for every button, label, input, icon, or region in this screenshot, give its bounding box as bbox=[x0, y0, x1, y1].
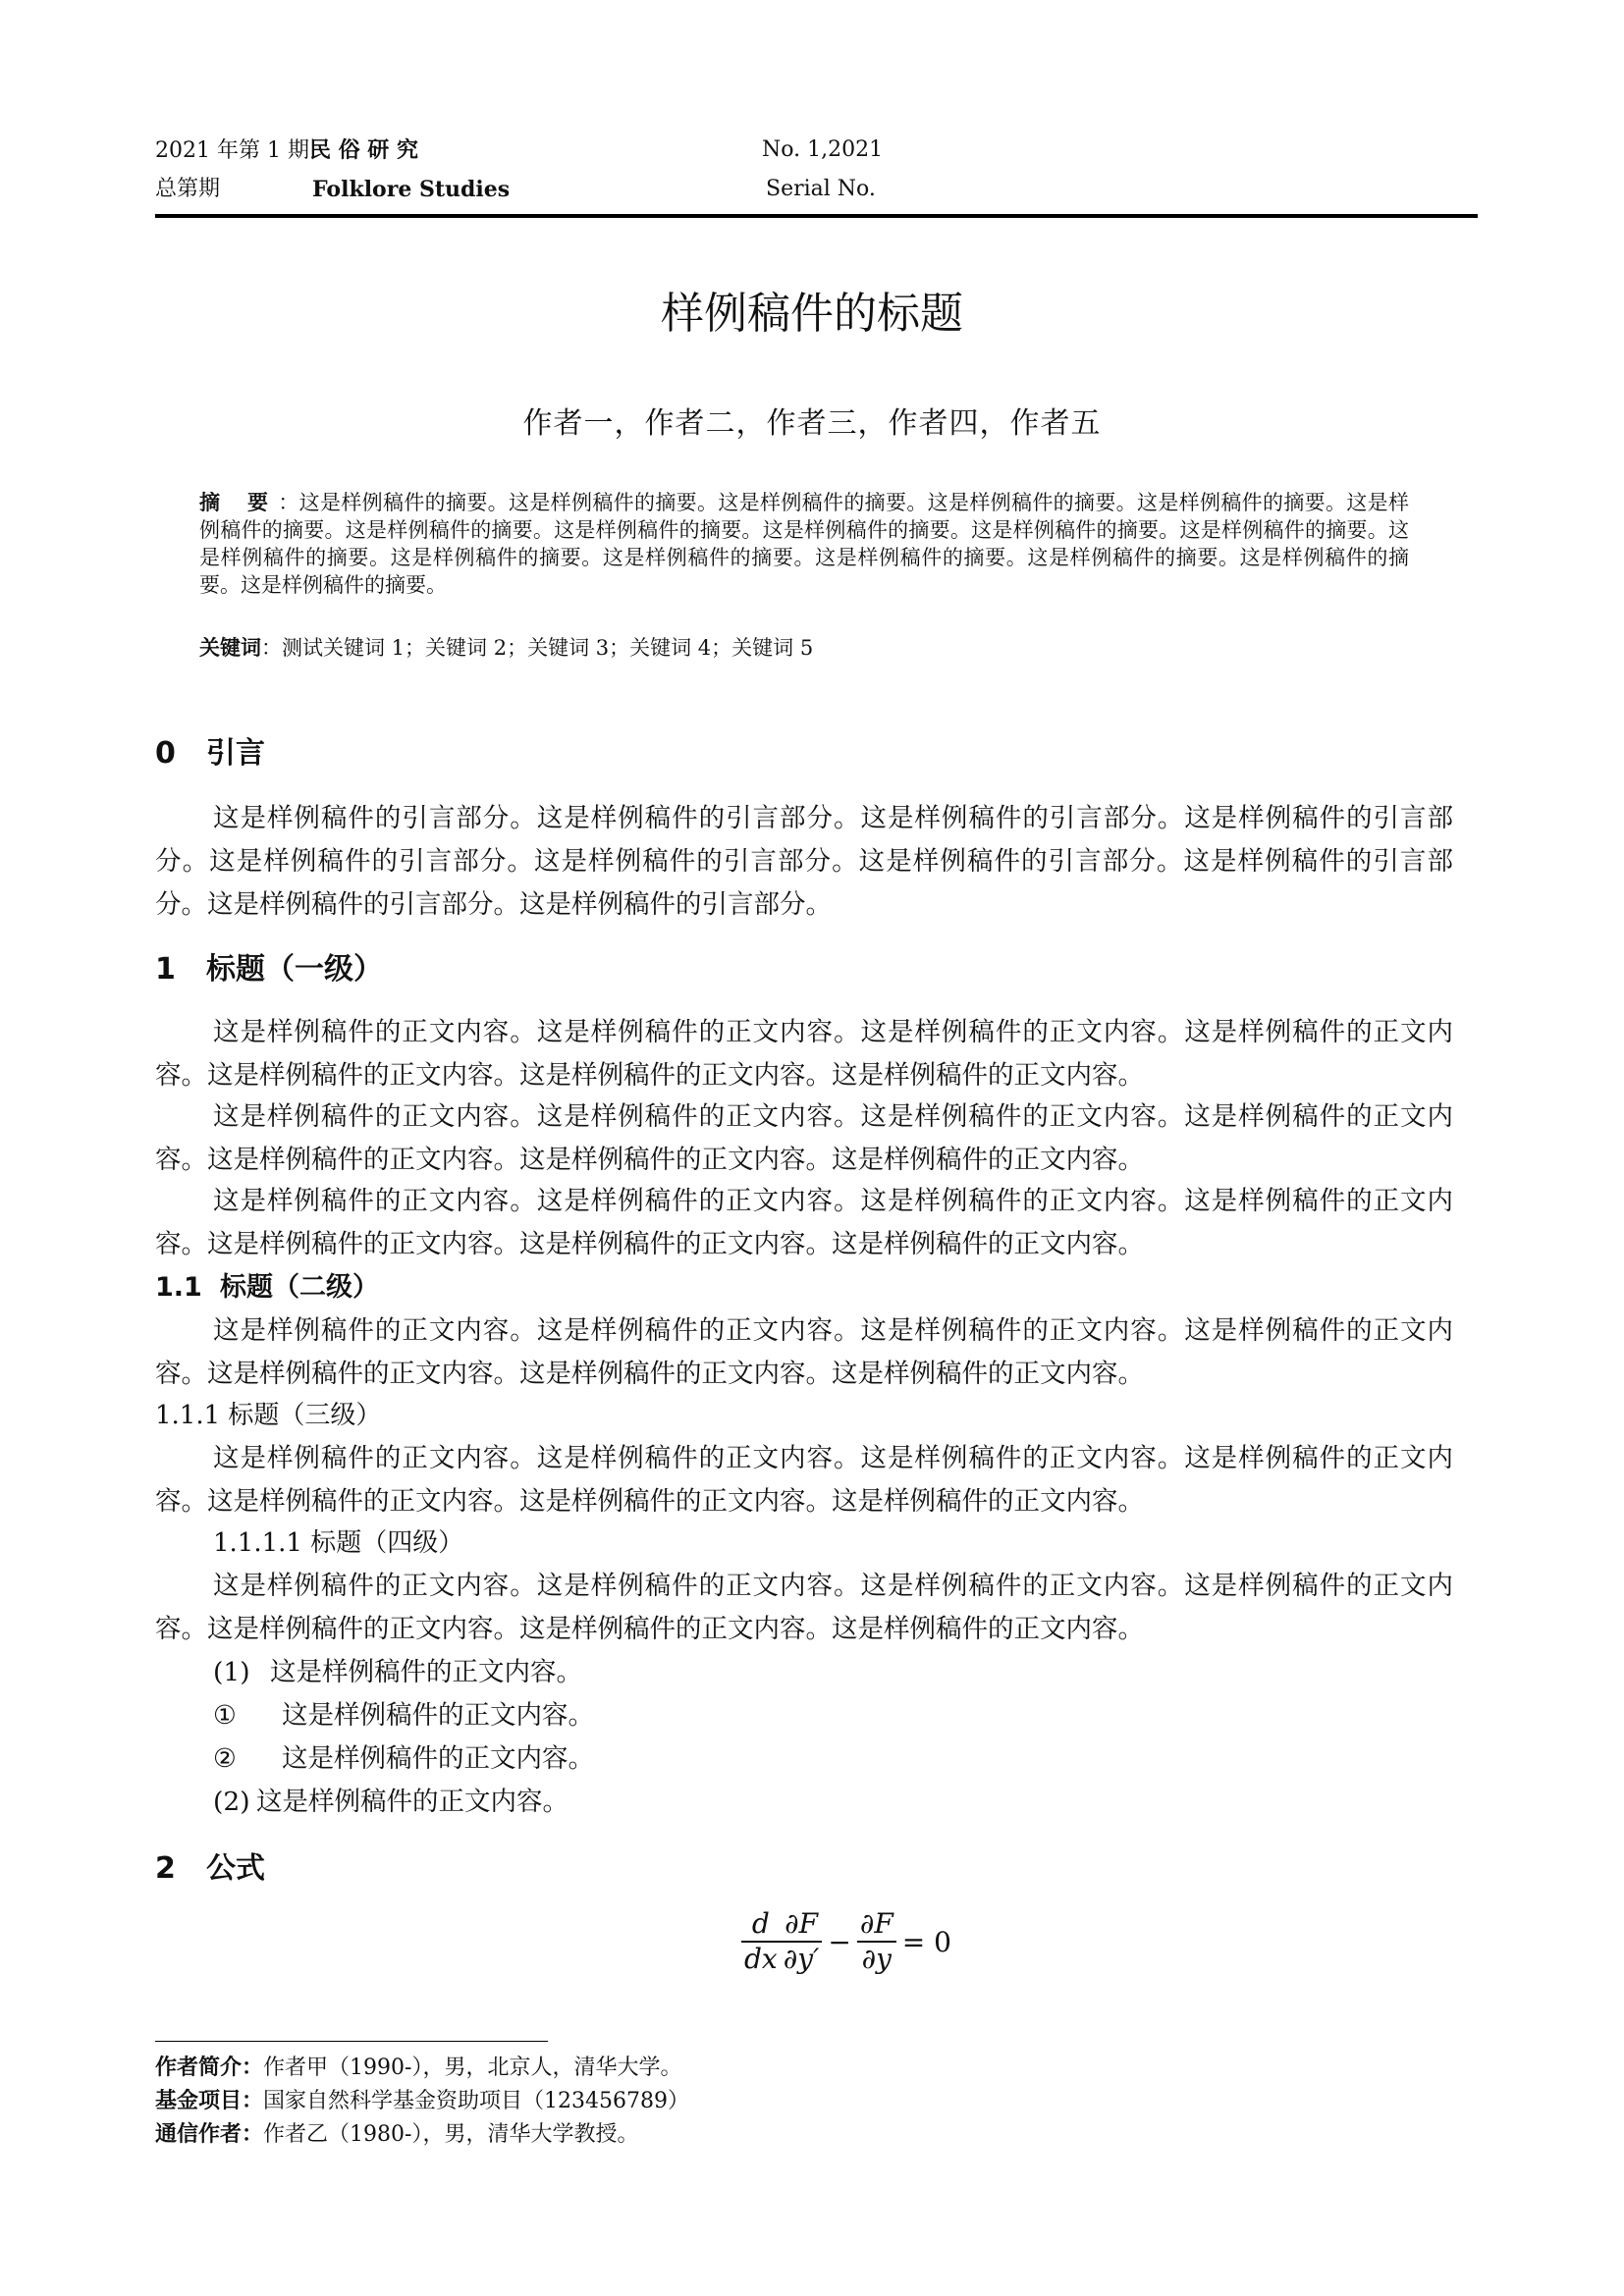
list-item bbox=[213, 1651, 582, 1694]
author-list: 作者一，作者二，作者三，作者四，作者五 bbox=[522, 406, 1102, 441]
footnote-corresponding bbox=[155, 2120, 638, 2150]
list-item bbox=[213, 1694, 594, 1737]
section-1-paragraph-1: 这是样例稿件的正文内容。这是样例稿件的正文内容。这是样例稿件的正文内容。这是样例稿件的正文内容。这是样例稿件的正文内容。这是样例稿件的正文内容。这是样例稿件的正文内容。 bbox=[155, 1017, 1453, 1091]
list-marker: ① bbox=[213, 1700, 237, 1731]
section-title: 公式 bbox=[206, 1851, 265, 1886]
abstract-label: 摘 要 bbox=[199, 490, 279, 514]
fraction-denominator: ∂y′ bbox=[783, 1943, 820, 1975]
list-item bbox=[213, 1737, 594, 1781]
fraction-numerator: ∂F bbox=[857, 1907, 896, 1943]
list-item bbox=[213, 1781, 568, 1824]
footnote-text: 作者乙（1980-），男，清华大学教授。 bbox=[263, 2122, 639, 2147]
keywords bbox=[199, 634, 1409, 662]
section-1-1-1-1-paragraph: 这是样例稿件的正文内容。这是样例稿件的正文内容。这是样例稿件的正文内容。这是样例稿件的正文内容。这是样例稿件的正文内容。这是样例稿件的正文内容。这是样例稿件的正文内容。 bbox=[155, 1571, 1453, 1644]
list-marker: (1) bbox=[213, 1657, 250, 1687]
fraction-dF-dy bbox=[857, 1907, 896, 1976]
euler-lagrange-equation bbox=[741, 1907, 957, 1976]
footnote-label: 通信作者： bbox=[155, 2122, 264, 2147]
footnote-text: 国家自然科学基金资助项目（123456789） bbox=[263, 2089, 689, 2113]
header-en-issue: No. 1,2021 bbox=[762, 137, 884, 162]
list-marker: ② bbox=[213, 1743, 237, 1774]
header-en-journal: Folklore Studies bbox=[312, 177, 511, 202]
section-1-1-1-1-heading: 1.1.1.1 标题（四级） bbox=[213, 1528, 464, 1558]
footnote-label: 作者简介： bbox=[155, 2056, 264, 2080]
section-number: 1.1 bbox=[155, 1272, 202, 1303]
fraction-numerator: ∂F bbox=[781, 1907, 823, 1943]
section-1-1-1-heading: 1.1.1 标题（三级） bbox=[155, 1401, 382, 1430]
footnote-label: 基金项目： bbox=[155, 2089, 264, 2113]
section-title: 引言 bbox=[206, 736, 265, 771]
footnote-author bbox=[155, 2054, 681, 2083]
section-2-heading bbox=[155, 1849, 265, 1889]
list-marker: (2) bbox=[213, 1787, 250, 1817]
section-1-1-paragraph: 这是样例稿件的正文内容。这是样例稿件的正文内容。这是样例稿件的正文内容。这是样例稿件的正文内容。这是样例稿件的正文内容。这是样例稿件的正文内容。这是样例稿件的正文内容。 bbox=[155, 1315, 1453, 1389]
keywords-label: 关键词 bbox=[199, 635, 261, 660]
minus-sign: − bbox=[828, 1925, 851, 1958]
section-1-paragraph-2: 这是样例稿件的正文内容。这是样例稿件的正文内容。这是样例稿件的正文内容。这是样例稿件的正文内容。这是样例稿件的正文内容。这是样例稿件的正文内容。这是样例稿件的正文内容。 bbox=[155, 1101, 1453, 1175]
header-cn-serial: 总第期 bbox=[155, 177, 221, 201]
section-number: 2 bbox=[155, 1851, 176, 1886]
abstract bbox=[199, 489, 1409, 599]
list-text: 这是样例稿件的正文内容。 bbox=[282, 1743, 594, 1774]
section-0-paragraph: 这是样例稿件的引言部分。这是样例稿件的引言部分。这是样例稿件的引言部分。这是样例稿件的引言部分。这是样例稿件的引言部分。这是样例稿件的引言部分。这是样例稿件的引言部分。这是样例稿件的引言部分。这是样例稿件的引言部分。这是样例稿件的引言部分。 bbox=[155, 803, 1453, 920]
list-text: 这是样例稿件的正文内容。 bbox=[282, 1700, 594, 1731]
section-number: 0 bbox=[155, 736, 176, 771]
section-1-1-heading bbox=[155, 1268, 379, 1308]
footnote-fund bbox=[155, 2087, 689, 2116]
header-cn-issue: 2021 年第 1 期 bbox=[155, 138, 309, 163]
keywords-text: ：测试关键词 1；关键词 2；关键词 3；关键词 4；关键词 5 bbox=[261, 636, 814, 660]
fraction-dF-dyprime bbox=[781, 1907, 823, 1976]
equation-rhs: = 0 bbox=[901, 1925, 951, 1958]
paper-title: 样例稿件的标题 bbox=[661, 289, 963, 339]
footnote-text: 作者甲（1990-），男，北京人，清华大学。 bbox=[263, 2056, 682, 2080]
fraction-d-dx bbox=[741, 1907, 781, 1976]
section-number: 1 bbox=[155, 952, 176, 987]
section-1-heading bbox=[155, 950, 383, 989]
header-en-serial: Serial No. bbox=[766, 177, 876, 201]
list-text: 这是样例稿件的正文内容。 bbox=[270, 1657, 582, 1687]
header-cn-journal: 民 俗 研 究 bbox=[308, 137, 418, 163]
abstract-text: ：这是样例稿件的摘要。这是样例稿件的摘要。这是样例稿件的摘要。这是样例稿件的摘要。这是样例稿件的摘要。这是样例稿件的摘要。这是样例稿件的摘要。这是样例稿件的摘要。这是样例稿件的摘要。这是样例稿件的摘要。这是样例稿件的摘要。这是样例稿件的摘要。这是样例稿件的摘要。这是样例稿件的摘要。这是样例稿件的摘要。这是样例稿件的摘要。这是样例稿件的摘要。这是样例稿件的摘要。 bbox=[199, 491, 1409, 597]
footnote-rule bbox=[155, 2041, 548, 2042]
section-0-heading bbox=[155, 734, 265, 774]
fraction-numerator: d bbox=[741, 1907, 781, 1943]
section-1-paragraph-3: 这是样例稿件的正文内容。这是样例稿件的正文内容。这是样例稿件的正文内容。这是样例稿件的正文内容。这是样例稿件的正文内容。这是样例稿件的正文内容。这是样例稿件的正文内容。 bbox=[155, 1186, 1453, 1259]
section-1-1-1-paragraph: 这是样例稿件的正文内容。这是样例稿件的正文内容。这是样例稿件的正文内容。这是样例稿件的正文内容。这是样例稿件的正文内容。这是样例稿件的正文内容。这是样例稿件的正文内容。 bbox=[155, 1443, 1453, 1517]
header-rule bbox=[155, 214, 1478, 218]
header-issue-line bbox=[155, 135, 418, 166]
fraction-denominator: ∂y bbox=[861, 1943, 892, 1975]
section-title: 标题（二级） bbox=[220, 1272, 379, 1303]
fraction-denominator: dx bbox=[744, 1943, 778, 1975]
list-text: 这是样例稿件的正文内容。 bbox=[256, 1787, 568, 1817]
header-serial-line bbox=[155, 175, 220, 204]
section-title: 标题（一级） bbox=[206, 952, 383, 987]
